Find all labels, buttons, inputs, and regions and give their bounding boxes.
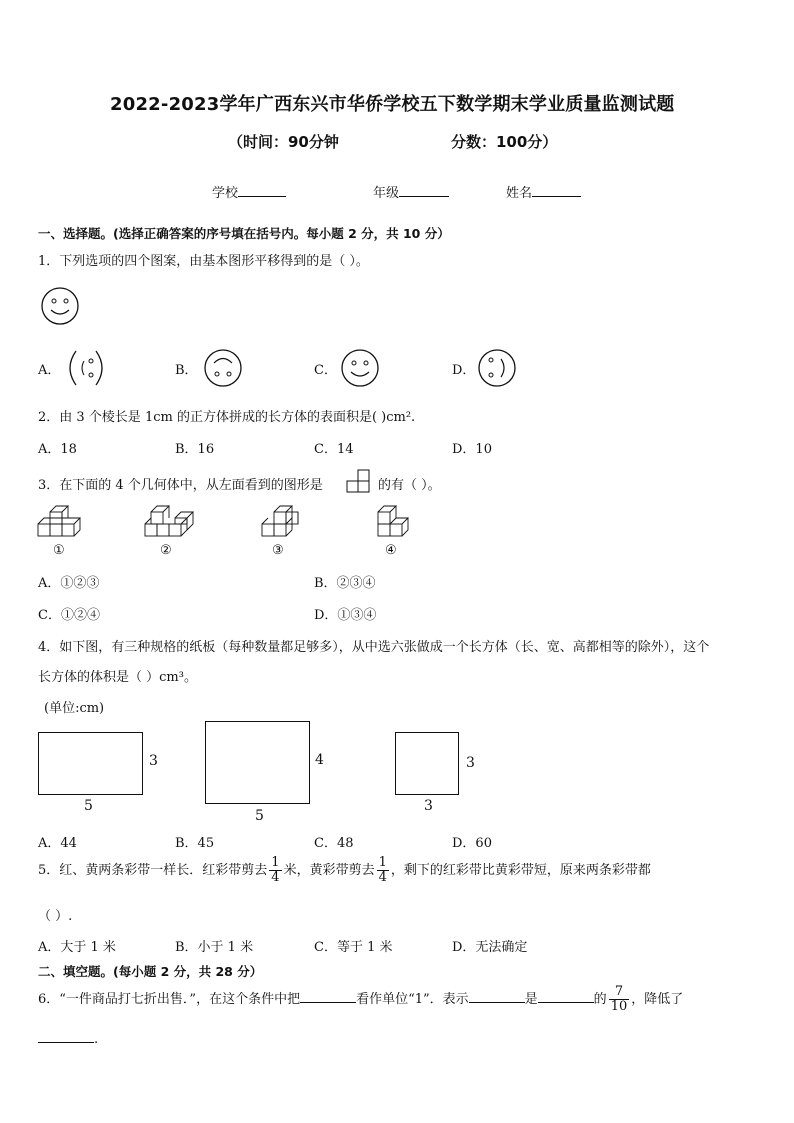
q4-option-c[interactable]: C．48	[314, 836, 354, 851]
section2-heading: 二、填空题。(每小题 2 分，共 28 分）	[38, 964, 263, 979]
option-b-figure-icon	[203, 348, 243, 388]
q6-part4: 的	[593, 992, 607, 1007]
page-title: 2022-2023学年广西东兴市华侨学校五下数学期末学业质量监测试题	[110, 94, 675, 115]
board-3x3	[395, 732, 459, 795]
q5-frac-a-den: 4	[271, 870, 280, 885]
solid-1-icon	[36, 506, 86, 542]
q6-text-line1	[38, 984, 683, 1016]
q2-text: 2．由 3 个棱长是 1cm 的正方体拼成的长方体的表面积是( )cm².	[38, 410, 416, 425]
q6-blank-4[interactable]	[38, 1030, 94, 1043]
name-label: 姓名	[506, 186, 533, 201]
q6-part1: 6．“一件商品打七折出售．”，在这个条件中把	[38, 992, 301, 1007]
q1-option-b[interactable]: B．	[175, 363, 198, 378]
exam-time: （时间：90分钟	[228, 133, 339, 151]
q5-text-line1	[38, 856, 651, 886]
q5-option-c[interactable]: C．等于 1 米	[314, 940, 393, 955]
q5-part3: ，剩下的红彩带比黄彩带短，原来两条彩带都	[390, 863, 651, 878]
fraction-one-quarter-a	[269, 856, 281, 885]
board-2-width-label: 5	[255, 808, 264, 824]
section1-heading: 一、选择题。(选择正确答案的序号填在括号内。每小题 2 分，共 10 分）	[38, 226, 450, 241]
school-blank[interactable]	[238, 184, 286, 197]
board-1-height-label: 3	[149, 753, 158, 769]
q6-blank-2[interactable]	[469, 990, 525, 1003]
smiley-example-icon	[40, 286, 80, 326]
fraction-seven-tenths	[609, 985, 630, 1014]
board-2-height-label: 4	[315, 752, 324, 768]
q4-option-a[interactable]: A．44	[38, 836, 77, 851]
q3-text-after: 的有（ ）。	[378, 478, 441, 493]
q6-frac-den: 10	[610, 999, 628, 1014]
q6-blank-1[interactable]	[300, 990, 356, 1003]
q5-frac-a-num: 1	[271, 855, 280, 870]
q2-option-a[interactable]: A．18	[38, 442, 77, 457]
option-c-figure-icon	[340, 348, 380, 388]
q3-option-c[interactable]: C．①②④	[38, 608, 100, 623]
board-3-height-label: 3	[466, 755, 475, 771]
q5-frac-b-num: 1	[378, 855, 387, 870]
q5-part1: 5．红、黄两条彩带一样长．红彩带剪去	[38, 863, 268, 878]
q1-option-a[interactable]: A．	[38, 363, 61, 378]
q5-option-d[interactable]: D．无法确定	[452, 940, 528, 955]
board-1-width-label: 5	[84, 798, 93, 814]
board-5x4	[205, 721, 310, 804]
q1-option-d[interactable]: D．	[452, 363, 476, 378]
q4-option-b[interactable]: B．45	[175, 836, 215, 851]
q5-text-line2: （ ）.	[38, 909, 73, 924]
fraction-one-quarter-b	[377, 856, 389, 885]
q1-text: 1．下列选项的四个图案，由基本图形平移得到的是（ ）。	[38, 254, 369, 269]
q4-unit-label: (单位:cm)	[44, 701, 105, 716]
q4-text-line1: 4．如下图，有三种规格的纸板（每种数量都足够多），从中选六张做成一个长方体（长、宽、高都相等的除外），这个	[38, 640, 710, 655]
solid-1-label: ①	[53, 543, 65, 558]
solid-4-icon	[376, 506, 420, 542]
solid-4-label: ④	[385, 543, 397, 558]
q3-option-d[interactable]: D．①③④	[314, 608, 377, 623]
q6-end: .	[94, 1032, 99, 1047]
q1-option-c[interactable]: C．	[314, 363, 337, 378]
q5-frac-b-den: 4	[378, 870, 387, 885]
school-label: 学校	[212, 186, 239, 201]
name-field[interactable]	[506, 182, 581, 201]
board-3-width-label: 3	[424, 798, 433, 814]
q6-text-line2	[38, 1030, 98, 1047]
solid-2-label: ②	[160, 543, 172, 558]
q5-part2: 米，黄彩带剪去	[283, 863, 375, 878]
option-a-figure-icon	[66, 349, 106, 387]
q6-part2: 看作单位“1”．表示	[356, 992, 469, 1007]
board-5x3	[38, 732, 143, 795]
q6-part5: ，降低了	[631, 992, 684, 1007]
name-blank[interactable]	[532, 184, 581, 197]
q4-text-line2: 长方体的体积是（ ）cm³。	[38, 670, 197, 685]
option-d-figure-icon	[477, 348, 517, 388]
solid-2-icon	[143, 506, 195, 542]
q5-option-b[interactable]: B．小于 1 米	[175, 940, 254, 955]
q2-option-c[interactable]: C．14	[314, 442, 354, 457]
q6-frac-num: 7	[609, 985, 630, 1000]
left-view-shape-icon	[345, 469, 371, 493]
school-field[interactable]	[212, 182, 286, 201]
q3-option-a[interactable]: A．①②③	[38, 576, 100, 591]
q2-option-d[interactable]: D．10	[452, 442, 492, 457]
grade-label: 年级	[373, 186, 400, 201]
q2-option-b[interactable]: B．16	[175, 442, 215, 457]
q6-part3: 是	[524, 992, 538, 1007]
grade-field[interactable]	[373, 182, 449, 201]
q5-option-a[interactable]: A．大于 1 米	[38, 940, 116, 955]
q4-option-d[interactable]: D．60	[452, 836, 492, 851]
solid-3-label: ③	[272, 543, 284, 558]
exam-score: 分数：100分）	[451, 133, 558, 151]
grade-blank[interactable]	[399, 184, 449, 197]
q6-blank-3[interactable]	[538, 990, 594, 1003]
solid-3-icon	[260, 506, 310, 542]
q3-option-b[interactable]: B．②③④	[314, 576, 376, 591]
q3-text-before: 3．在下面的 4 个几何体中，从左面看到的图形是	[38, 478, 323, 493]
